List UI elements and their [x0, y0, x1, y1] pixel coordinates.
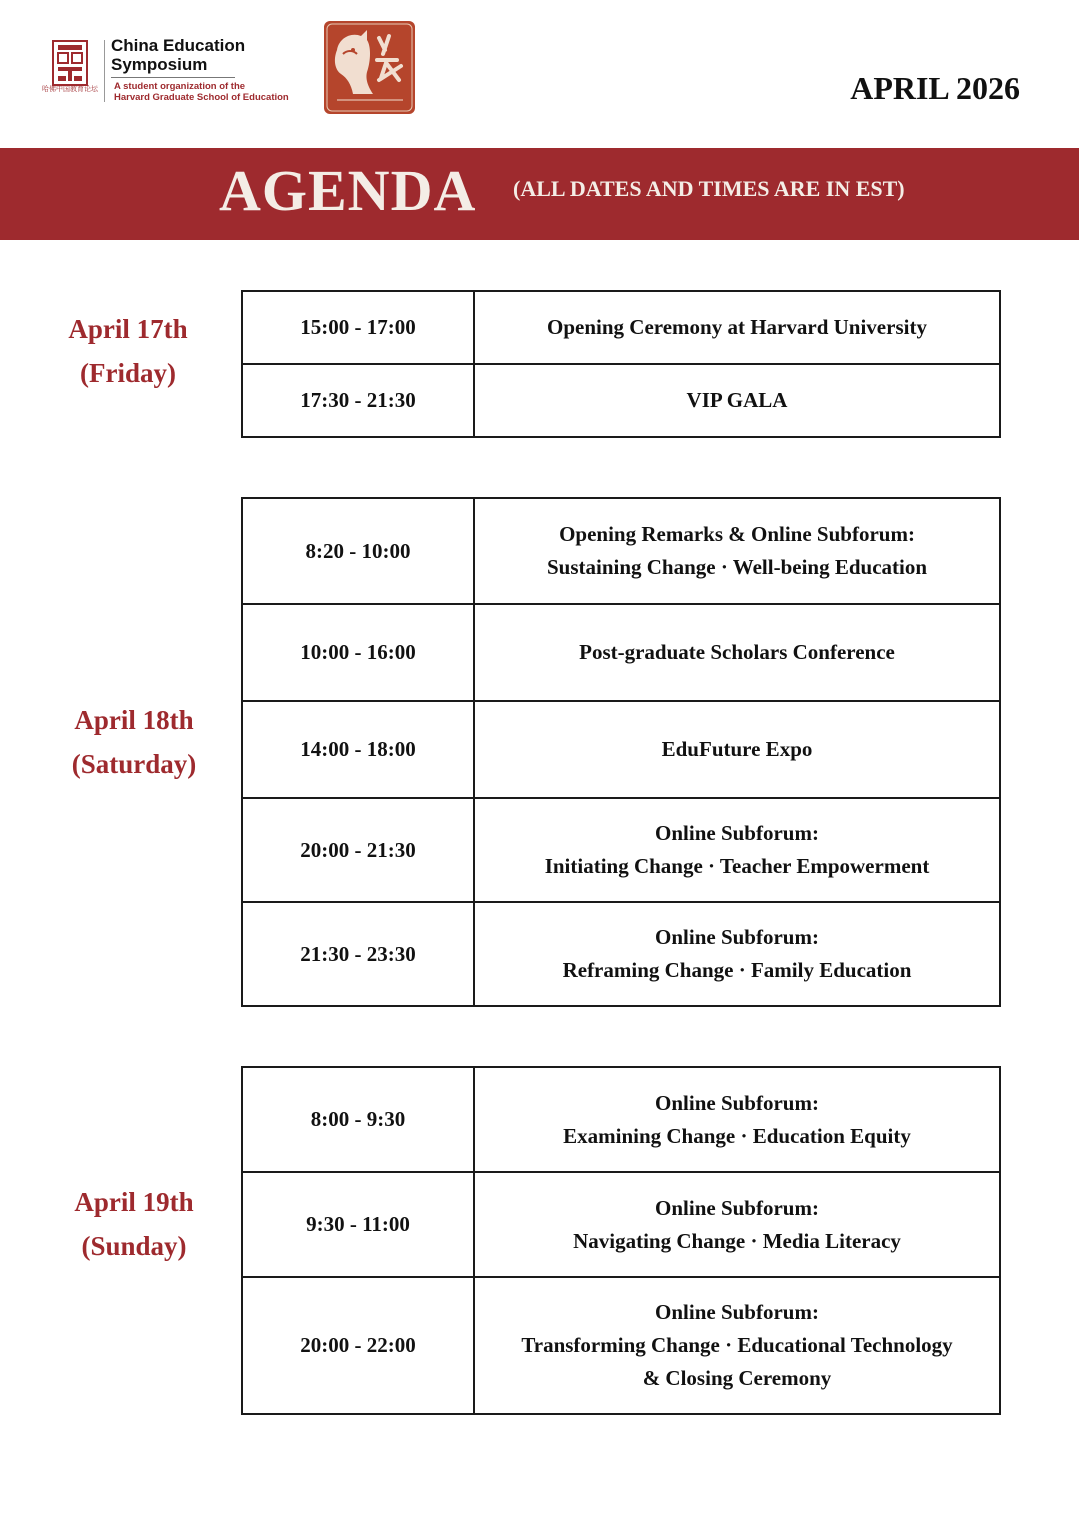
session-title [474, 1067, 1000, 1172]
session-time: 20:00 - 21:30 [242, 798, 474, 902]
session-time: 14:00 - 18:00 [242, 701, 474, 798]
session-time: 9:30 - 11:00 [242, 1172, 474, 1277]
table-row [242, 902, 1000, 1006]
logo-divider [104, 40, 105, 102]
session-title [474, 902, 1000, 1006]
org-sub-line2: Harvard Graduate School of Education [114, 92, 289, 103]
session-time: 10:00 - 16:00 [242, 604, 474, 701]
session-title [474, 1172, 1000, 1277]
org-subtitle [114, 81, 314, 103]
session-time: 20:00 - 22:00 [242, 1277, 474, 1414]
table-row [242, 798, 1000, 902]
event-month: APRIL 2026 [850, 70, 1020, 106]
session-title [474, 498, 1000, 604]
session-title [474, 1277, 1000, 1414]
org-name-cn: 哈佛中国教育论坛 [42, 85, 98, 93]
session-title-line: Online Subforum: [655, 1195, 819, 1220]
session-title-line: Initiating Change · Teacher Empowerment [544, 854, 930, 878]
session-title-line: Online Subforum: [655, 821, 819, 845]
session-title [474, 701, 1000, 798]
table-row [242, 291, 1000, 364]
session-title-line: Post-graduate Scholars Conference [579, 640, 895, 664]
table-row [242, 498, 1000, 604]
session-title-line: Online Subforum: [655, 925, 819, 949]
session-title [474, 364, 1000, 437]
session-title-line: & Closing Ceremony [642, 1366, 832, 1390]
session-title-line: Examining Change · Education Equity [563, 1123, 911, 1148]
session-time: 15:00 - 17:00 [242, 291, 474, 364]
agenda-title: AGENDA [219, 158, 477, 223]
session-time: 21:30 - 23:30 [242, 902, 474, 1006]
day-date: April 19th [74, 1187, 194, 1217]
horse-seal-icon [323, 20, 416, 115]
header [0, 0, 1079, 148]
agenda-table-april-18 [241, 497, 1001, 1007]
day-weekday: (Friday) [80, 358, 176, 388]
session-title [474, 798, 1000, 902]
session-time: 17:30 - 21:30 [242, 364, 474, 437]
day-label-april-18 [44, 698, 224, 786]
session-title-line: Transforming Change · Educational Technology [521, 1333, 953, 1357]
session-title-line: Online Subforum: [655, 1300, 819, 1324]
session-title-line: Opening Remarks & Online Subforum: [559, 522, 915, 546]
table-row [242, 1067, 1000, 1172]
session-title-line: Opening Ceremony at Harvard University [547, 315, 927, 339]
session-title-line: Sustaining Change · Well-being Education [546, 555, 928, 579]
table-row [242, 1172, 1000, 1277]
ces-logo-mark-icon [52, 40, 88, 86]
org-name: China Education Symposium [111, 36, 246, 74]
day-weekday: (Sunday) [81, 1231, 187, 1261]
session-title-line: Navigating Change · Media Literacy [573, 1228, 901, 1253]
session-title-line: VIP GALA [686, 388, 788, 412]
day-date: April 17th [68, 314, 188, 344]
table-row [242, 1277, 1000, 1414]
session-time: 8:20 - 10:00 [242, 498, 474, 604]
org-sub-line1: A student organization of the [114, 81, 246, 92]
session-title-line: Reframing Change · Family Education [562, 958, 912, 982]
timezone-note: (ALL DATES AND TIMES ARE IN EST) [513, 176, 905, 201]
session-title-line: Online Subforum: [655, 1090, 819, 1115]
table-row [242, 364, 1000, 437]
table-row [242, 604, 1000, 701]
agenda-table-april-19 [241, 1066, 1001, 1415]
table-row [242, 701, 1000, 798]
day-date: April 18th [74, 705, 194, 735]
day-label-april-19 [44, 1180, 224, 1268]
session-title [474, 604, 1000, 701]
day-label-april-17 [38, 307, 218, 395]
session-title [474, 291, 1000, 364]
agenda-table-april-17 [241, 290, 1001, 438]
session-time: 8:00 - 9:30 [242, 1067, 474, 1172]
day-weekday: (Saturday) [71, 749, 197, 779]
session-title-line: EduFuture Expo [661, 737, 813, 761]
logo-underline [111, 77, 235, 78]
